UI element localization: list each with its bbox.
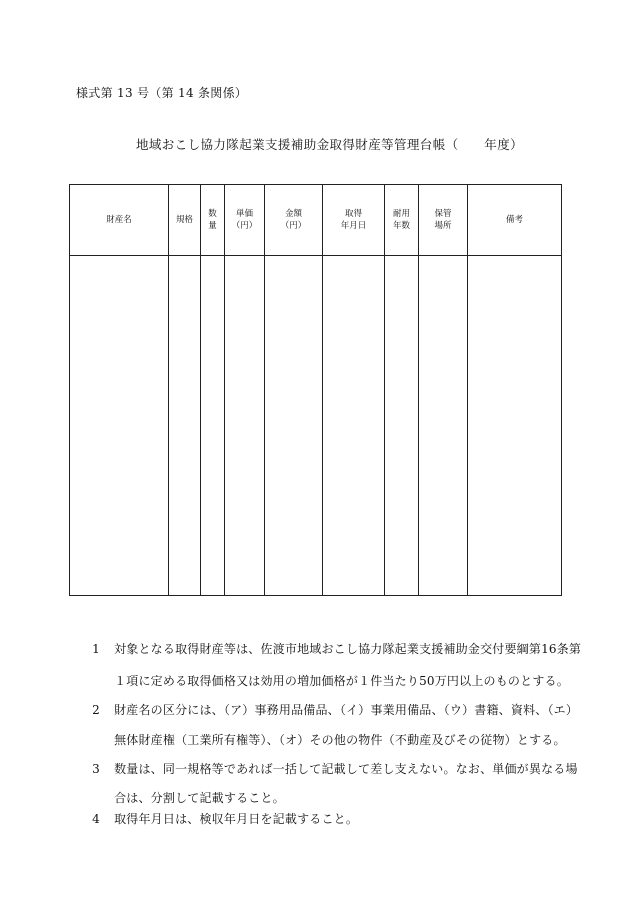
- header-acquisition-date: 取得 年月日: [323, 185, 385, 256]
- cell-storage-location[interactable]: [419, 256, 468, 596]
- header-useful-life: 耐用 年数: [385, 185, 419, 256]
- cell-asset-name[interactable]: [70, 256, 169, 596]
- note-text: 財産名の区分には、（ア）事務用品備品、（イ）事業用備品、（ウ）書籍、資料、（エ）: [114, 703, 579, 717]
- cell-acquisition-date[interactable]: [323, 256, 385, 596]
- note-text: 取得年月日は、検収年月日を記載すること。: [114, 812, 359, 826]
- note-text: 合は、分割して記載すること。: [114, 791, 285, 805]
- table-body-row: [70, 256, 562, 596]
- note-text: 無体財産権（工業所有権等）、（オ）その他の物件（不動産及びその従物）とする。: [114, 733, 566, 747]
- note-number: 2: [92, 703, 100, 717]
- note-text: 対象となる取得財産等は、佐渡市地域おこし協力隊起業支援補助金交付要綱第16条第: [114, 642, 582, 656]
- cell-unit-price[interactable]: [225, 256, 265, 596]
- note-line: [76, 796, 358, 841]
- header-amount: 金額 （円）: [265, 185, 323, 256]
- asset-ledger-table: [69, 184, 562, 596]
- form-number: 様式第 13 号（第 14 条関係）: [76, 86, 248, 100]
- header-remarks: 備考: [468, 185, 562, 256]
- note-number: 1: [92, 642, 100, 656]
- cell-specification[interactable]: [169, 256, 201, 596]
- header-specification: 規格: [169, 185, 201, 256]
- header-asset-name: 財産名: [70, 185, 169, 256]
- header-storage-location: 保管 場所: [419, 185, 468, 256]
- header-unit-price: 単価 （円）: [225, 185, 265, 256]
- cell-useful-life[interactable]: [385, 256, 419, 596]
- cell-amount[interactable]: [265, 256, 323, 596]
- document-title: 地域おこし協力隊起業支援補助金取得財産等管理台帳（ 年度）: [136, 137, 524, 152]
- cell-remarks[interactable]: [468, 256, 562, 596]
- note-text: 数量は、同一規格等であれば一括して記載して差し支えない。なお、単価が異なる場: [114, 762, 578, 776]
- cell-quantity[interactable]: [201, 256, 225, 596]
- header-quantity: 数 量: [201, 185, 225, 256]
- table-header-row: [70, 185, 562, 256]
- note-number: 4: [92, 812, 100, 826]
- note-text: １項に定める取得価格又は効用の増加価格が１件当たり50万円以上のものとする。: [114, 674, 569, 688]
- note-number: 3: [92, 762, 100, 776]
